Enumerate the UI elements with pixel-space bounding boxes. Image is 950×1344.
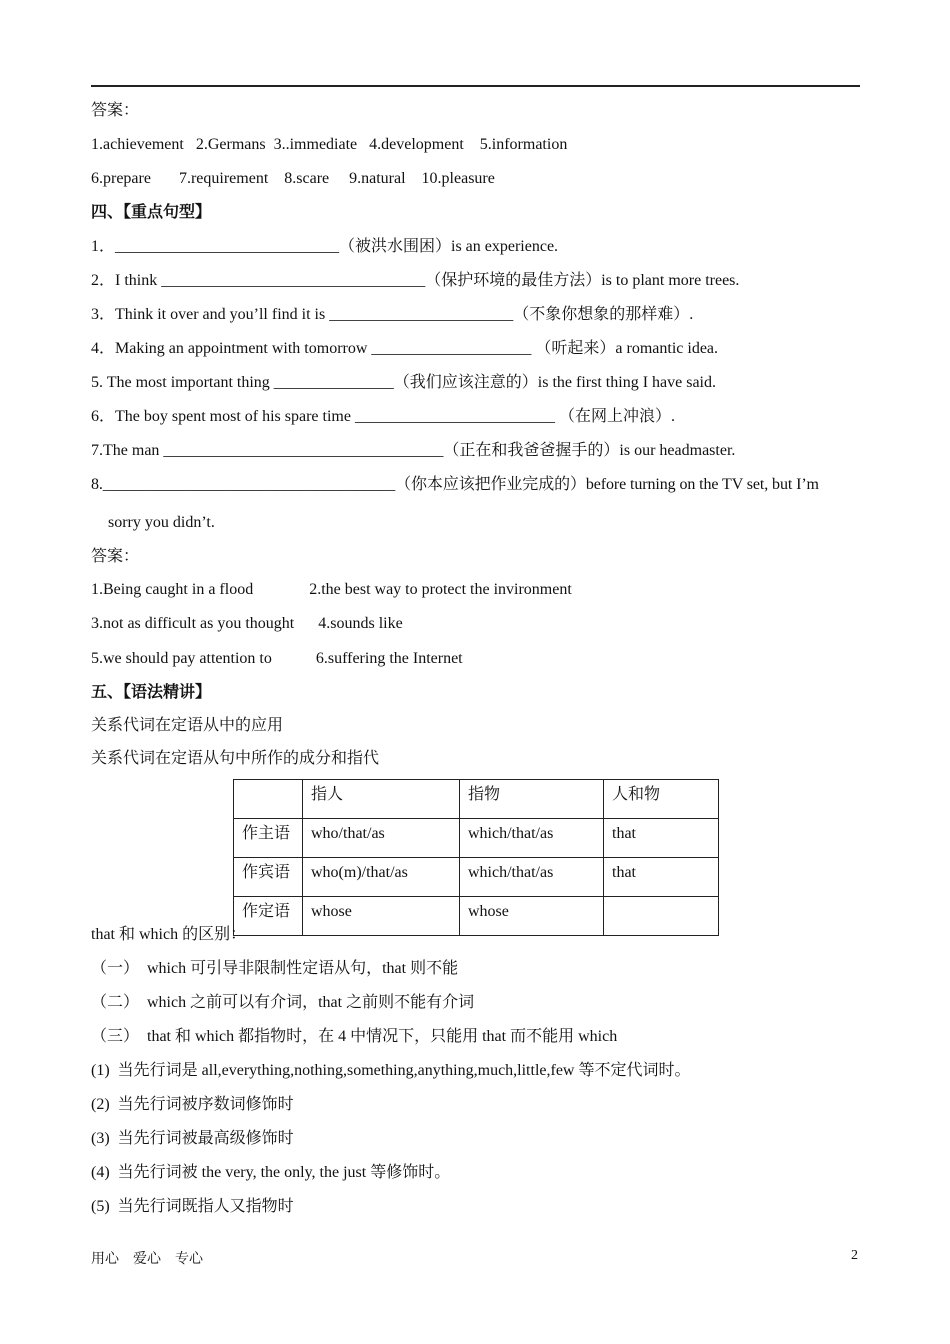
difference-item: （三） that 和 which 都指物时，在 4 中情况下，只能用 that 而不能用 which — [91, 1028, 618, 1045]
answer-label: 答案： — [91, 548, 140, 565]
grammar-subtopic: 关系代词在定语从句中所作的成分和指代 — [91, 750, 380, 767]
table-cell: 作主语 — [234, 819, 303, 858]
table-cell — [234, 780, 303, 819]
table-cell: 指物 — [460, 780, 604, 819]
sentence-item: 5. The most important thing _______________（我们应该注意的）is the first thing I have said. — [91, 374, 716, 391]
table-cell: which/that/as — [460, 858, 604, 897]
relative-pronoun-table — [233, 779, 719, 936]
answers-line: 1.achievement 2.Germans 3..immediate 4.development 5.information — [91, 136, 568, 153]
sentence-item: 4．Making an appointment with tomorrow ____________________ （听起来）a romantic idea. — [91, 340, 719, 357]
answers-line: 5.we should pay attention to 6.suffering the Internet — [91, 650, 463, 667]
page-number: 2 — [851, 1248, 858, 1263]
sentence-item: 6．The boy spent most of his spare time _________________________ （在网上冲浪）. — [91, 408, 675, 425]
grammar-topic: 关系代词在定语从中的应用 — [91, 717, 284, 734]
table-cell: which/that/as — [460, 819, 604, 858]
sentence-item: 8._____________________________________（你本应该把作业完成的）before turning on the TV set, but I’m — [91, 476, 819, 493]
footer-motto: 用心 爱心 专心 — [91, 1252, 203, 1267]
section-heading: 四、【重点句型】 — [91, 204, 212, 221]
difference-item: （一） which 可引导非限制性定语从句，that 则不能 — [91, 960, 459, 977]
answers-line: 1.Being caught in a flood 2.the best way to protect the invironment — [91, 581, 572, 598]
table-cell — [604, 897, 719, 936]
table-cell: whose — [460, 897, 604, 936]
table-cell: that — [604, 819, 719, 858]
sentence-item: 3．Think it over and you’ll find it is _______________________（不象你想象的那样难）. — [91, 306, 694, 323]
case-item: (1) 当先行词是 all,everything,nothing,something,anything,much,little,few 等不定代词时。 — [91, 1062, 691, 1079]
case-item: (2) 当先行词被序数词修饰时 — [91, 1096, 294, 1113]
answers-line: 6.prepare 7.requirement 8.scare 9.natural 10.pleasure — [91, 170, 495, 187]
answers-line: 3.not as difficult as you thought 4.sounds like — [91, 615, 403, 632]
header-rule — [91, 85, 860, 87]
table-header-row — [234, 780, 719, 819]
difference-title: that 和 which 的区别： — [91, 926, 247, 943]
table-cell: 人和物 — [604, 780, 719, 819]
table-cell: that — [604, 858, 719, 897]
case-item: (3) 当先行词被最高级修饰时 — [91, 1130, 294, 1147]
sentence-item: 1．____________________________（被洪水围困）is an experience. — [91, 238, 559, 255]
table-row — [234, 858, 719, 897]
sentence-continuation: sorry you didn’t. — [108, 514, 215, 531]
difference-item: （二） which 之前可以有介词，that 之前则不能有介词 — [91, 994, 475, 1011]
table-row — [234, 819, 719, 858]
table-cell: 指人 — [303, 780, 460, 819]
table-cell: 作定语 — [234, 897, 303, 936]
answer-label: 答案： — [91, 102, 140, 119]
table-row — [234, 897, 719, 936]
case-item: (5) 当先行词既指人又指物时 — [91, 1198, 294, 1215]
table-cell: whose — [303, 897, 460, 936]
table-cell: 作宾语 — [234, 858, 303, 897]
sentence-item: 7.The man ___________________________________（正在和我爸爸握手的）is our headmaster. — [91, 442, 736, 459]
table-cell: who/that/as — [303, 819, 460, 858]
sentence-item: 2．I think _________________________________（保护环境的最佳方法）is to plant more trees. — [91, 272, 740, 289]
table-cell: who(m)/that/as — [303, 858, 460, 897]
case-item: (4) 当先行词被 the very, the only, the just 等修饰时。 — [91, 1164, 451, 1181]
section-heading: 五、【语法精讲】 — [91, 684, 212, 701]
